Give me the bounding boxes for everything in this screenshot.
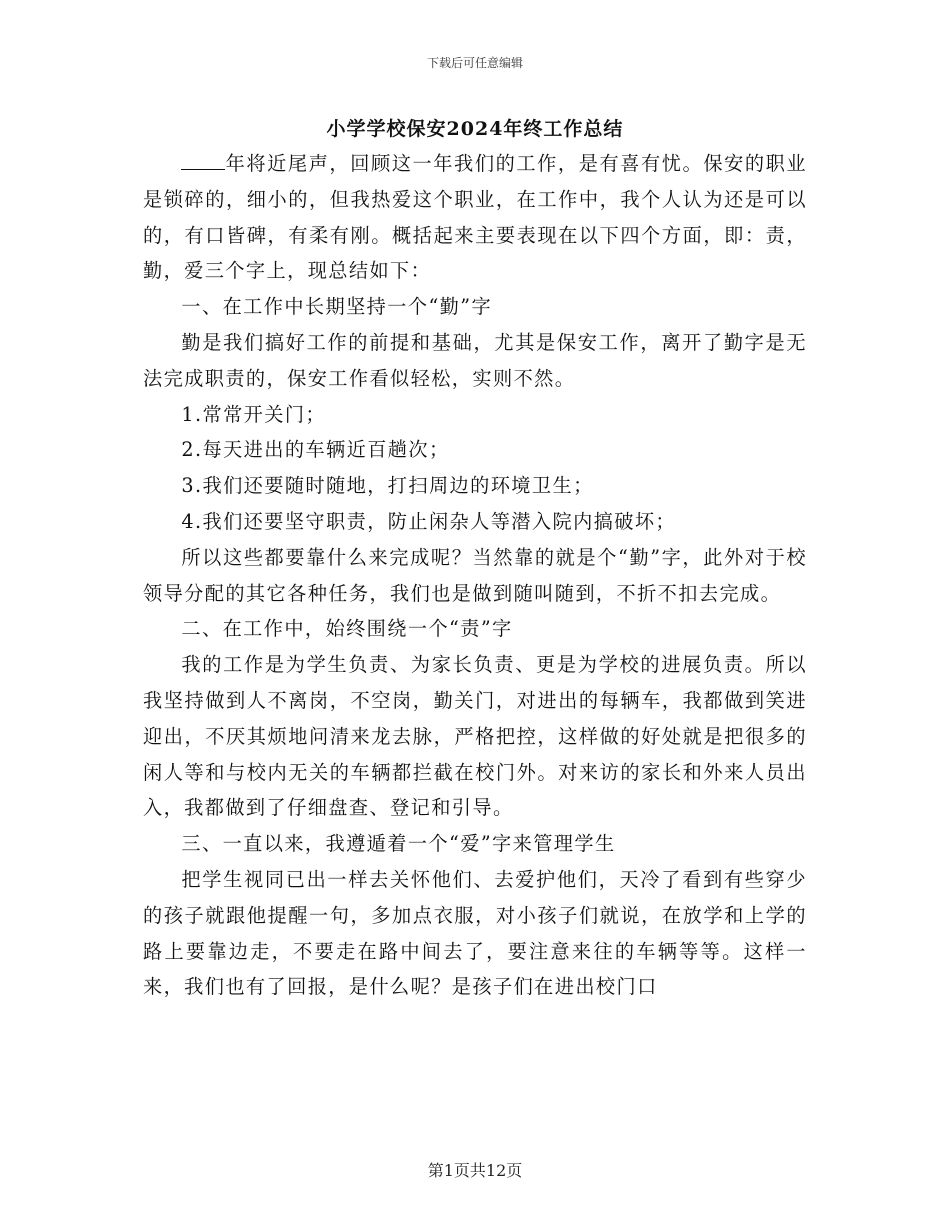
document-body xyxy=(143,146,807,1005)
section-heading-2: 二、在工作中，始终围绕一个“责”字 xyxy=(181,617,513,641)
blank-underline xyxy=(181,168,225,170)
list-item: 2.每天进出的车辆近百趟次； xyxy=(181,438,450,462)
page-footer: 第1页共12页 xyxy=(427,1161,523,1180)
paragraph: 所以这些都要靠什么来完成呢？当然靠的就是个“勤”字，此外对于校领导分配的其它各种任务，我们也是做到随叫随到，不折不扣去完成。 xyxy=(143,545,807,605)
list-item: 4.我们还要坚守职责，防止闲杂人等潜入院内搞破坏； xyxy=(181,509,677,533)
section-heading-3: 三、一直以来，我遵遁着一个“爱”字来管理学生 xyxy=(181,832,616,856)
paragraph: 勤是我们搞好工作的前提和基础，尤其是保安工作，离开了勤字是无法完成职责的，保安工作看似轻松，实则不然。 xyxy=(143,330,807,390)
paragraph: 我的工作是为学生负责、为家长负责、更是为学校的进展负责。所以我坚持做到人不离岗，不空岗，勤关门，对进出的每辆车，我都做到笑进迎出，不厌其烦地问清来龙去脉，严格把控，这样做的好处就是把很多的闲人等和与校内无关的车辆都拦截在校门外。对来访的家长和外来人员出入，我都做到了仔细盘查、登记和引导。 xyxy=(143,653,807,820)
document-title: 小学学校保安2024年终工作总结 xyxy=(326,118,624,140)
paragraph-intro: 年将近尾声，回顾这一年我们的工作，是有喜有忧。保安的职业是锁碎的，细小的，但我热爱这个职业，在工作中，我个人认为还是可以的，有口皆碑，有柔有刚。概括起来主要表现在以下四个方面，即：责，勤，爱三个字上，现总结如下： xyxy=(143,152,807,283)
paragraph: 把学生视同已出一样去关怀他们、去爱护他们，天冷了看到有些穿少的孩子就跟他提醒一句，多加点衣服，对小孩子们就说，在放学和上学的路上要靠边走，不要走在路中间去了，要注意来往的车辆等等。这样一来，我们也有了回报，是什么呢？是孩子们在进出校门口 xyxy=(143,867,807,999)
list-item: 1.常常开关门； xyxy=(181,402,327,426)
section-heading-1: 一、在工作中长期坚持一个“勤”字 xyxy=(181,295,493,319)
list-item: 3.我们还要随时随地，打扫周边的环境卫生； xyxy=(181,474,594,498)
header-note: 下载后可任意编辑 xyxy=(426,56,523,70)
